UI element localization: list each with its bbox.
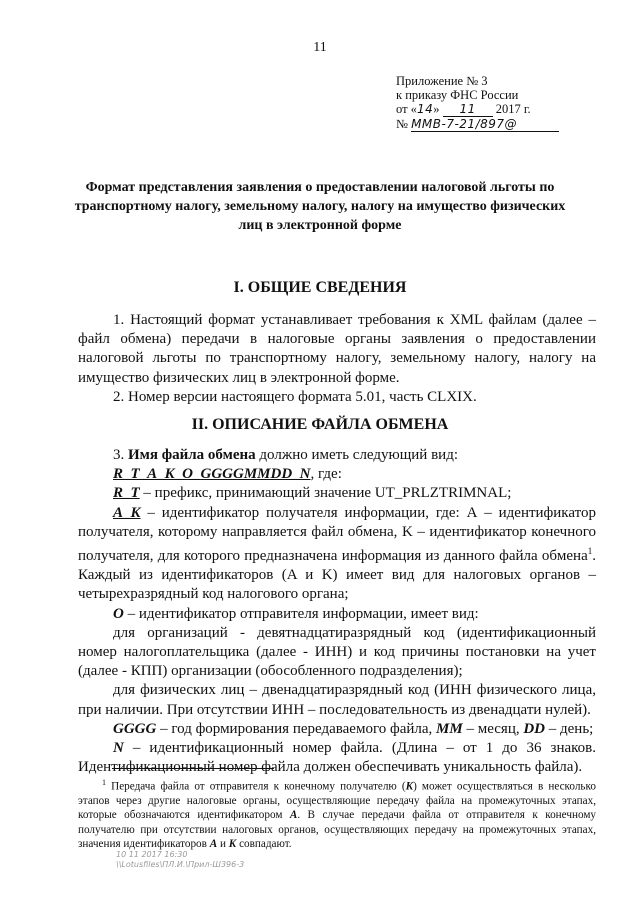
- rt-label: R_T: [113, 485, 140, 502]
- o-definition: [78, 605, 596, 624]
- appendix-date: [396, 102, 559, 117]
- dd-text: – день;: [545, 720, 594, 737]
- appendix-line-1: Приложение № 3: [396, 74, 488, 88]
- rt-text: – префикс, принимающий значение UT_PRLZTRIMNAL;: [139, 485, 512, 502]
- appendix-line-2: к приказу ФНС России: [396, 88, 519, 102]
- p3-bold: Имя файла обмена: [128, 447, 256, 463]
- paragraph-2: 2. Номер версии настоящего формата 5.01, часть CLXIX.: [113, 388, 477, 405]
- date-year: 2017 г.: [495, 102, 531, 116]
- footnote-k-2: K: [228, 837, 237, 850]
- date-definition: [78, 720, 596, 739]
- ak-label: A_K: [113, 504, 141, 521]
- footnote-ref: 1: [587, 546, 593, 557]
- document-title: Формат представления заявления о предоставлении налоговой льготы по транспортному налогу, земельному налогу, налогу на имущество физических лиц в электронной форме: [74, 180, 566, 233]
- paragraph-1: 1. Настоящий формат устанавливает требования к XML файлам (далее – файл обмена) передачи в налоговые органы заявления о предоставлении налоговой льготы по транспортному налогу, земельному налогу, налогу на имущество физических лиц в электронной форме.: [78, 312, 596, 386]
- rt-definition: [78, 484, 596, 503]
- stamp-line-2: \\Lotusfiles\ПЛ.И.\Прил-Ш396-3: [116, 860, 245, 869]
- footnote-part-e: совпадают.: [236, 837, 292, 850]
- ak-definition: [78, 504, 596, 605]
- order-number-handwritten: ММВ-7-21/897@: [411, 117, 559, 132]
- footnote-text: [78, 776, 596, 851]
- pattern: R_T_A_K_O_GGGGMMDD_N: [113, 466, 311, 483]
- individual-definition: для физических лиц – двенадцатиразрядный код (ИНН физического лица, при наличии. При отсутствии ИНН – последовательность из двенадцати нулей).: [78, 682, 596, 718]
- section-2-heading: II. ОПИСАНИЕ ФАЙЛА ОБМЕНА: [191, 416, 449, 433]
- footnote-part-a: Передача файла от отправителя к конечному получателю (: [106, 780, 406, 793]
- paragraph-3: [78, 446, 596, 465]
- date-prefix: от «: [396, 102, 417, 116]
- footnote-a-2: A: [209, 837, 218, 850]
- stamp-line-1: 10 11 2017 16:30: [116, 850, 188, 859]
- footnote-a-1: A: [289, 809, 298, 822]
- pattern-suffix: , где:: [310, 466, 342, 483]
- ak-text: – идентификатор получателя информации, где: А – идентификатор получателя, которому направляется файл обмена, K – идентификатор конечного получателя, для которого предназначена информация из данного файла обмена: [78, 504, 596, 565]
- n-label: N: [113, 740, 124, 757]
- page-number: 11: [313, 40, 327, 55]
- date-day-handwritten: 14: [416, 102, 434, 116]
- mm-label: MM: [436, 720, 463, 737]
- footnote-part-d: и: [217, 837, 229, 850]
- ak-text-2: . Каждый из идентификаторов (A и K) имеет вид для налоговых органов – четырехразрядный код налогового органа;: [78, 548, 596, 603]
- date-quote-close: »: [433, 102, 440, 116]
- gggg-label: GGGG: [113, 720, 157, 737]
- footnote-part-c: . В случае передачи файла от отправителя к конечному получателю при отсутствии налоговых органов, осуществляющих передачу на промежуточных этапах, значения идентификаторов: [78, 809, 597, 850]
- dd-label: DD: [523, 720, 546, 737]
- mm-text: – месяц,: [462, 720, 524, 737]
- n-definition: [78, 739, 596, 777]
- filename-pattern: [78, 465, 596, 484]
- o-text: – идентификатор отправителя информации, имеет вид:: [123, 605, 479, 622]
- footnote-mark: 1: [102, 778, 106, 787]
- org-definition: для организаций - девятнадцатиразрядный код (идентификационный номер налогоплательщика (далее - ИНН) и код причины постановки на учет (далее - КПП) организации (обособленного подразделения);: [78, 624, 596, 680]
- footnote-k-1: K: [405, 780, 414, 793]
- n-text: – идентификационный номер файла. (Длина – от 1 до 36 знаков. Идентификационный номер файла должен обеспечивать уникальность файла).: [78, 740, 596, 776]
- footnote-part-b: ) может осуществляться в несколько этапов через другие налоговые органы, осуществляющие передачу файла на промежуточных этапах, которые обозначаются идентификатором: [78, 780, 596, 822]
- section-1-heading: I. ОБЩИЕ СВЕДЕНИЯ: [233, 279, 407, 296]
- gggg-text: – год формирования передаваемого файла,: [156, 720, 437, 737]
- appendix-block: [396, 74, 559, 132]
- section-2-body: [78, 446, 596, 777]
- number-prefix: №: [396, 117, 408, 131]
- p3-rest: должно иметь следующий вид:: [255, 447, 458, 463]
- footnote-divider: [112, 768, 274, 769]
- p3-number: 3.: [113, 447, 125, 463]
- file-stamp: [116, 850, 244, 870]
- footnote: [78, 776, 596, 851]
- o-label: O: [113, 605, 124, 622]
- date-month-handwritten: 11: [443, 102, 493, 117]
- section-1-body: [78, 311, 596, 407]
- appendix-number: [396, 117, 559, 132]
